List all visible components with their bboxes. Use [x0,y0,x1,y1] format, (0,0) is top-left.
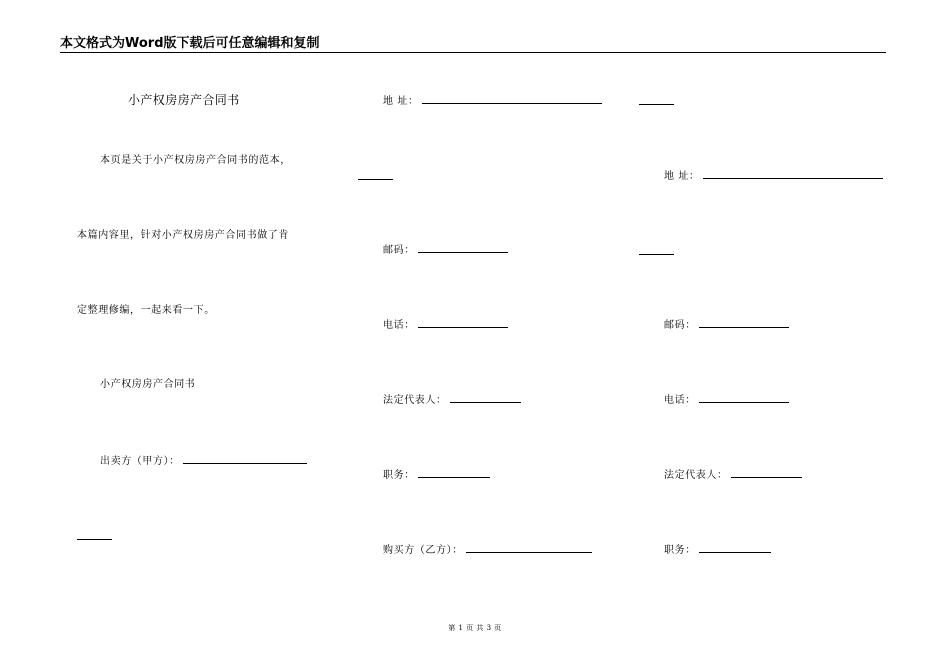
buyer-postcode-blank [699,317,789,328]
seller-rep-blank [450,392,521,403]
seller-postcode-label: 邮码： [383,245,415,256]
buyer-phone-field [664,392,789,408]
seller-continuation-blank [77,539,112,540]
header-divider [60,52,886,53]
buyer-position-field [664,542,771,558]
seller-field [100,453,307,469]
intro-line-2: 本篇内容里，针对小产权房房产合同书做了肯 [77,230,289,241]
seller-phone-blank [418,317,508,328]
buyer-postcode-label: 邮码： [664,320,696,331]
contract-subtitle: 小产权房房产合同书 [100,379,196,390]
seller-address-blank [422,93,602,104]
page-number: 第 1 页 共 3 页 [448,624,502,632]
seller-rep-label: 法定代表人： [383,395,447,406]
buyer-phone-label: 电话： [664,395,696,406]
buyer-postcode-field [664,317,789,333]
seller-phone-field [383,317,508,333]
buyer-rep-field [664,467,802,483]
seller-label: 出卖方（甲方）： [100,456,180,467]
buyer-field [383,542,592,558]
seller-blank [183,453,307,464]
seller-position-blank [418,467,490,478]
buyer-phone-blank [699,392,789,403]
seller-postcode-blank [418,242,508,253]
buyer-blank [466,542,592,553]
buyer-address-label: 地 址： [664,171,700,182]
document-title: 小产权房房产合同书 [128,93,240,107]
column3-continuation-blank-1 [639,104,674,105]
seller-phone-label: 电话： [383,320,415,331]
buyer-address-blank [703,168,883,179]
buyer-rep-blank [731,467,802,478]
intro-line-3: 定整理修编，一起来看一下。 [77,305,215,316]
intro-line-1: 本页是关于小产权房房产合同书的范本， [100,155,291,166]
buyer-address-continuation-blank [639,254,674,255]
buyer-label: 购买方（乙方）： [383,545,463,556]
seller-address-field [383,93,602,109]
seller-postcode-field [383,242,508,258]
document-header-title: 本文格式为Word版下载后可任意编辑和复制 [60,36,320,51]
buyer-position-label: 职务： [664,545,696,556]
seller-rep-field [383,392,521,408]
seller-position-label: 职务： [383,470,415,481]
seller-position-field [383,467,490,483]
buyer-rep-label: 法定代表人： [664,470,728,481]
buyer-position-blank [699,542,771,553]
seller-address-continuation-blank [358,179,393,180]
seller-address-label: 地 址： [383,96,419,107]
buyer-address-field [664,168,883,184]
